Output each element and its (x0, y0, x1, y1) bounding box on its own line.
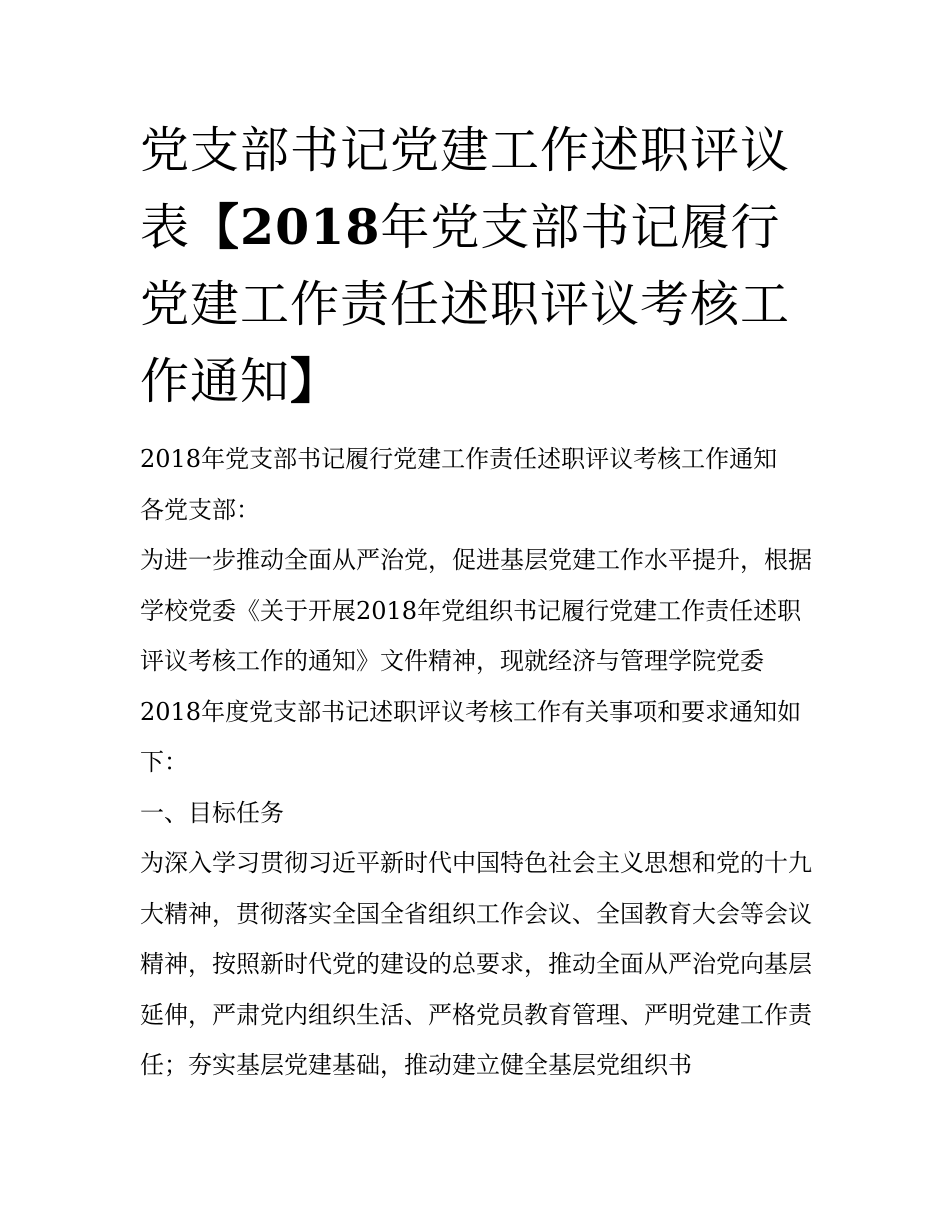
title-year: 2018 (240, 198, 381, 256)
notice-heading: 2018年党支部书记履行党建工作责任述职评议考核工作通知 (140, 445, 778, 473)
document-page (140, 112, 820, 1091)
salutation: 各党支部： (140, 495, 260, 524)
document-body (140, 434, 820, 1091)
title-open-bracket: 【 (190, 198, 241, 256)
document-title (140, 112, 820, 420)
title-part-1: 党支部书记党建工作述职评议表 (140, 122, 791, 256)
title-close-bracket: 】 (290, 352, 341, 410)
intro-paragraph: 为进一步推动全面从严治党，促进基层党建工作水平提升，根据学校党委《关于开展2018年党组织书记履行党建工作责任述职评议考核工作的通知》文件精神，现就经济与管理学院党委2018年度党支部书记述职评议考核工作有关事项和要求通知如下： (140, 546, 812, 776)
objectives-paragraph: 为深入学习贯彻习近平新时代中国特色社会主义思想和党的十九大精神，贯彻落实全国全省组织工作会议、全国教育大会等会议精神，按照新时代党的建设的总要求，推动全面从严治党向基层延伸，严肃党内组织生活、严格党员教育管理、严明党建工作责任；夯实基层党建基础，推动建立健全基层党组织书 (140, 849, 812, 1079)
title-part-2: 年党支部书记履行党建工作责任述职评议考核工作通知 (140, 199, 791, 410)
section-heading-objectives: 一、目标任务 (140, 798, 284, 827)
